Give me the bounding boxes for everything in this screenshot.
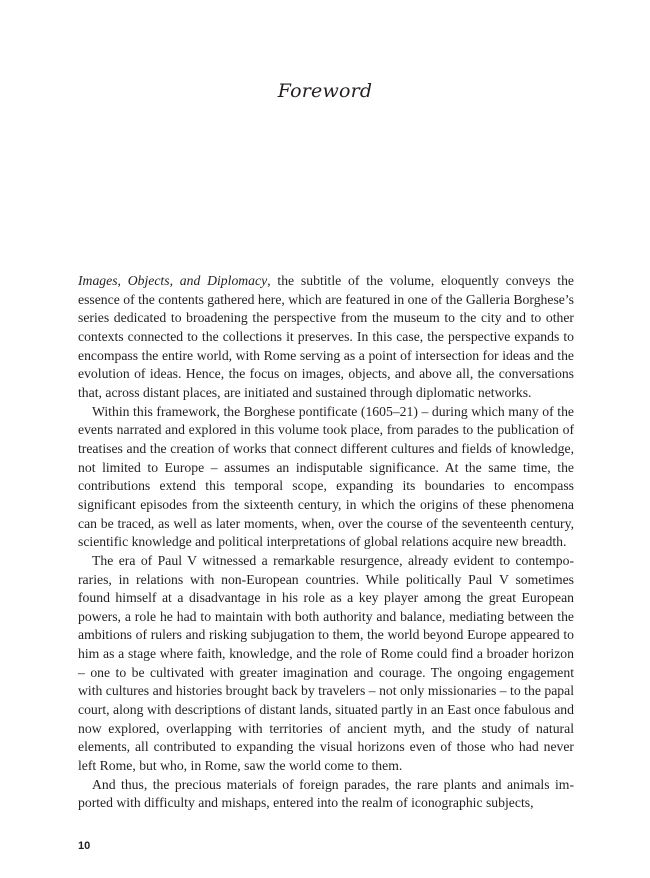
page-number: 10 [78,840,91,852]
paragraph-4: And thus, the precious materials of foreign parades, the rare plants and animals imported with difficulty and mishaps, entered into the realm of iconographic subjects, [78,776,574,811]
paragraph-1 [78,272,574,403]
body-text [78,272,574,813]
paragraph-2: Within this framework, the Borghese pontificate (1605–21) – during which many of the events narrated and explored in this volume took place, from parades to the publication of treatises and the creation of works that connect different cultures and fields of knowledge, not limited to Europe – assumes an indisputable significance. At the same time, the contributions extend this temporal scope, expanding its boundaries to encompass significant episodes from the sixteenth century, in which the origins of these phenomena can be traced, as well as later moments, when, over the course of the seventeenth century, scientific knowledge and political interpretations of global relations acquire new breadth. [78,403,574,550]
page-title: Foreword [277,80,373,102]
paragraph-1-text: , the subtitle of the volume, eloquently conveys the essence of the contents gathered here, which are featured in one of the Galleria Borghese’s series dedicated to broadening the perspective from the museum to the city and to other contexts connected to the collections it preserves. In this case, the perspective expands to encompass the entire world, with Rome serving as a point of intersection for ideas and the evolution of ideas. Hence, the focus on images, objects, and above all, the conversations that, across distant places, are initiated and sustained through diplomatic networks. [78,273,574,400]
subtitle-italic: Images, Objects, and Diplomacy [78,273,268,288]
paragraph-3: The era of Paul V witnessed a remarkable resurgence, already evident to contemporaries, in relations with non-European countries. While politically Paul V sometimes found himself at a disadvantage in his role as a key player among the great European powers, a role he had to maintain with both authority and balance, mediating between the ambitions of rulers and risking subjugation to them, the world beyond Europe appeared to him as a stage where faith, knowledge, and the role of Rome could find a broader horizon – one to be cultivated with greater imagination and courage. The ongoing engagement with cultures and histories brought back by travelers – not only missionaries – to the papal court, along with descriptions of distant lands, situated partly in an East once fabulous and now explored, overlapping with territories of ancient myth, and the study of natural elements, all contributed to expanding the visual horizons even of those who had never left Rome, but who, in Rome, saw the world come to them. [78,552,574,774]
